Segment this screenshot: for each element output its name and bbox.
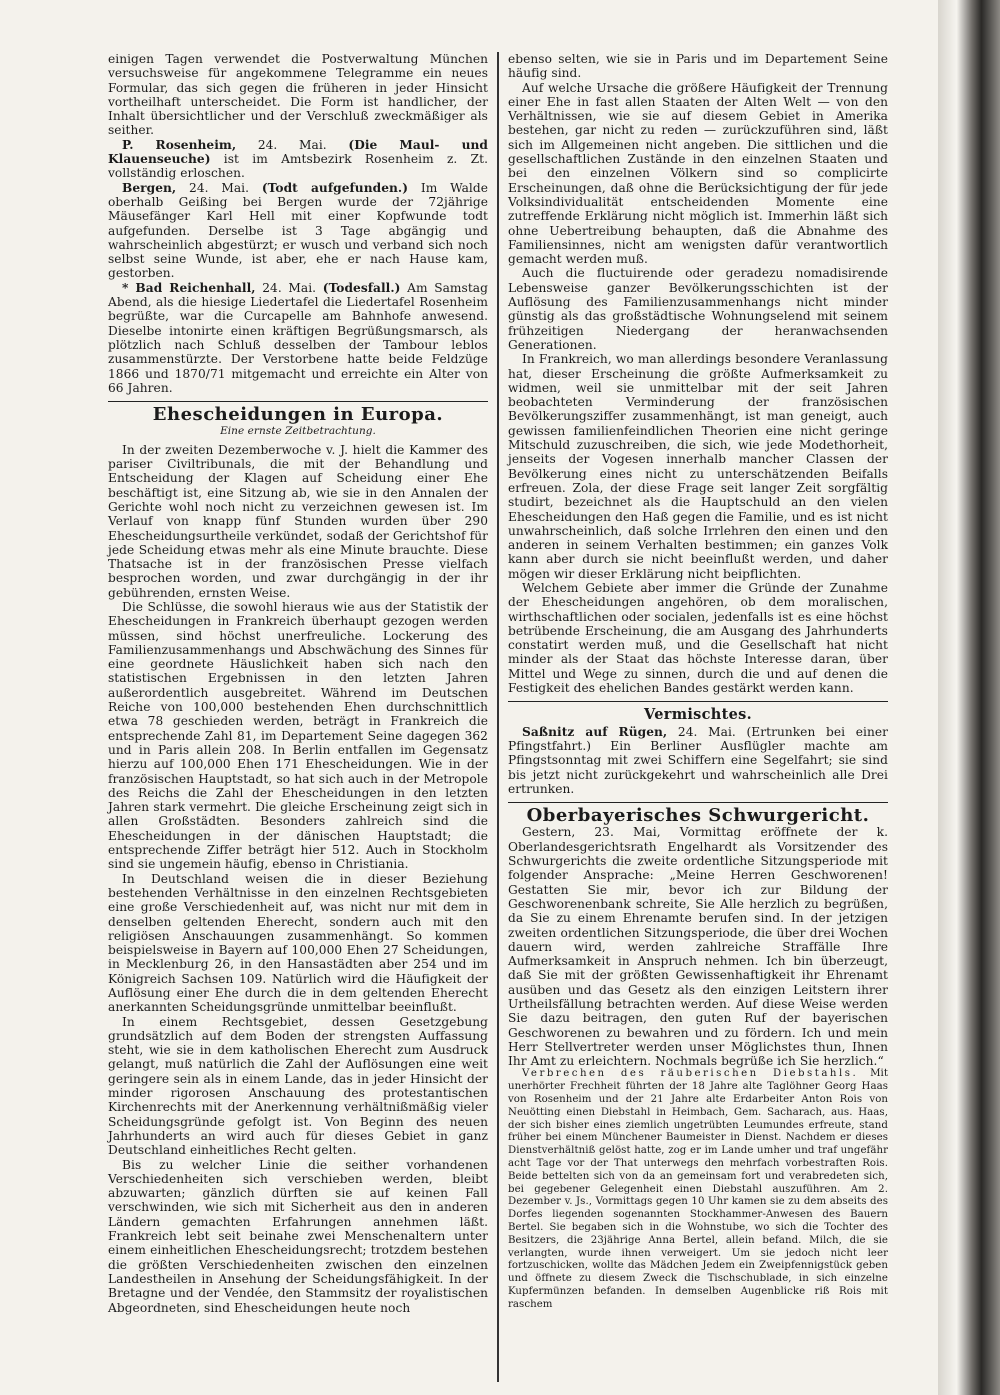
column-rule	[497, 52, 499, 1382]
article-paragraph: Gestern, 23. Mai, Vormittag eröffnete der k. Oberlandesgerichtsrath Engelhardt als Vorsitzender des Schwurgerichts die zweite ordentliche Sitzungsperiode mit folgender Ansprache: „Meine Herren Geschworenen! Gestatten Sie mir, bevor ich zur Bildung der Geschworenenbank schreite, Sie Alle herzlich zu begrüßen, da Sie zu einem Ehrenamte berufen sind. In der jetzigen zweiten ordentlichen Sitzungsperiode, die über drei Wochen dauern wird, werden zahlreiche Straffälle Ihre Aufmerksamkeit in Anspruch nehmen. Ich bin überzeugt, daß Sie mit der größten Gewissenhaftigkeit ihr Ehrenamt ausüben und das Gesetz als den einzigen Leitstern ihrer Urtheilsfällung betrachten werden. Auf diese Weise werden Sie dazu beitragen, den guten Ruf der bayerischen Geschworenen zu bewahren und zu fördern. Ich und mein Herr Stellvertreter werden unser Möglichstes thun, Ihnen Ihr Amt zu erleichtern. Nochmals begrüße ich Sie herzlich.“	[508, 825, 888, 1069]
divider	[108, 401, 488, 402]
date-bergen: 24. Mai.	[189, 180, 250, 195]
news-sassnitz	[508, 725, 888, 796]
text-reichenhall: Am Samstag Abend, als die hiesige Liedertafel die Liedertafel Rosenheim begrüßte, war die Curcapelle am Bahnhofe anwesend. Dieselbe intonirte einen kräftigen Begrüßungsmarsch, als plötzlich nach Schluß desselben der Tambour leblos zusammenstürzte. Der Verstorbene hatte beide Feldzüge 1866 und 1870/71 mitgemacht und erreichte ein Alter von 66 Jahren.	[108, 280, 488, 395]
court-report-text: Mit unerhörter Frechheit führten der 18 Jahre alte Taglöhner Georg Haas von Rosenheim und der 21 Jahre alte Erdarbeiter Anton Rois von Neuötting einen Diebstahl in Heimbach, Gem. Sacharach, aus. Haas, der sich bisher eines ziemlich ungetrübten Leumundes erfreute, stand früher bei einem Münchener Baumeister in Dienst. Nachdem er dieses Dienstverhältniß gelöst hatte, zog er im Lande umher und traf ungefähr acht Tage vor der That unterwegs den mehrfach vorbestraften Rois. Beide bettelten sich von da an gemeinsam fort und verabredeten sich, bei gegebener Gelegenheit einen Diebstahl auszuführen. Am 2. Dezember v. Js., Vormittags gegen 10 Uhr kamen sie zu dem abseits des Dorfes liegenden sogenannten Stockhammer-Anwesen des Bauern Bertel. Sie begaben sich in die Wohnstube, wo sich die Tochter des Besitzers, die 23jährige Anna Bertel, allein befand. Milch, die sie verlangten, wurde ihnen verweigert. Um sie jedoch nicht leer fortzuschicken, wollte das Mädchen Jedem ein Zweipfennigstück geben und öffnete zu diesem Zweck die Tischschublade, in sich einzelne Kupfermünzen befanden. In demselben Augenblicke riß Rois mit raschem	[508, 1068, 888, 1310]
article-paragraph: In Frankreich, wo man allerdings besondere Veranlassung hat, dieser Erscheinung die größte Aufmerksamkeit zu widmen, weil sie unmittelbar mit der seit Jahren beobachteten Verminderung der französischen Bevölkerungsziffer zusammenhängt, ist man geneigt, auch gewissen familienfeindlichen Theorien eine nicht geringe Mitschuld zuzuschreiben, die sich, wie jede Modethorheit, jenseits der Vogesen innerhalb mancher Classen der Bevölkerung eines nicht zu unterschätzenden Beifalls erfreuen. Zola, der diese Frage seit langer Zeit sorgfältig studirt, bezeichnet als die Hauptschuld an den vielen Ehescheidungen den Haß gegen die Familie, und es ist nicht unwahrscheinlich, daß solche Irrlehren den einen und den anderen in seinem Verhalten bestimmen; ein ganzes Volk kann aber durch sie nicht beeinflußt werden, und daher mögen wir dieser Erklärung nicht beipflichten.	[508, 352, 888, 581]
section-heading-schwurgericht: Oberbayerisches Schwurgericht.	[526, 805, 870, 827]
date-reichenhall: 24. Mai.	[262, 280, 317, 295]
article-paragraph: In Deutschland weisen die in dieser Beziehung bestehenden Verhältnisse in den einzelnen Rechtsgebieten eine große Verschiedenheit auf, was nicht nur mit dem in denselben geltenden Eherecht, sondern auch mit den religiösen Anschauungen zusammenhängt. So kommen beispielsweise in Bayern auf 100,000 Ehen 27 Scheidungen, in Mecklenburg 26, in den Hansastädten aber 254 und im Königreich Sachsen 109. Natürlich wird die Häufigkeit der Auflösung einer Ehe durch die in dem geltenden Eherecht anerkannten Scheidungsgründe unmittelbar beeinflußt.	[108, 871, 488, 1015]
place-sassnitz: Saßnitz auf Rügen,	[522, 724, 668, 739]
right-column	[508, 52, 888, 1312]
date-sassnitz: 24. Mai.	[677, 724, 736, 739]
article-heading: Ehescheidungen in Europa.	[152, 404, 444, 426]
article-paragraph: Auch die fluctuirende oder geradezu nomadisirende Lebensweise ganzer Bevölkerungsschichten ist der Auflösung des Familienzusammenhangs nicht minder günstig als das großstädtische Wohnungselend mit seinem frühzeitigen Niedergang der heranwachsenden Generationen.	[508, 266, 888, 352]
paragraph-telegramm: einigen Tagen verwendet die Postverwaltung München versuchsweise für angekommene Telegramme ein neues Formular, das sich gegen die früheren in jeder Hinsicht vortheilhaft unterscheidet. Die Form ist handlicher, der Inhalt übersichtlicher und der Verschluß zweckmäßiger als seither.	[108, 52, 488, 138]
page-binding-edge	[938, 0, 1000, 1395]
article-paragraph: Welchem Gebiete aber immer die Gründe der Zunahme der Ehescheidungen angehören, ob dem moralischen, wirthschaftlichen oder socialen, jedenfalls ist es eine höchst betrübende Erscheinung, die am Ausgang des Jahrhunderts constatirt werden muß, und die Gesellschaft hat nicht minder als der Staat das höchste Interesse daran, über Mittel und Wege zu sinnen, durch die und auf denen die Festigkeit des ehelichen Bandes gestärkt werden kann.	[508, 580, 888, 696]
news-reichenhall	[108, 281, 488, 395]
section-heading-vermischtes: Vermischtes.	[644, 706, 752, 724]
tag-rosenheim: (Die Maul- und Klauenseuche)	[108, 137, 488, 167]
text-bergen: Im Walde oberhalb Geißing bei Bergen wurde der 72jährige Mäusefänger Karl Hell mit einer Kopfwunde todt aufgefunden. Derselbe ist 3 Tage abgängig und wahrscheinlich abgestürzt; er wusch und verband sich noch selbst seine Wunde, ist aber, ehe er nach Hause kam, gestorben.	[108, 180, 488, 281]
article-paragraph: Auf welche Ursache die größere Häufigkeit der Trennung einer Ehe in fast allen Staaten der Alten Welt — von den Verhältnissen, wie sie auf diesem Gebiet in Amerika bestehen, gar nicht zu reden — zurückzuführen sind, läßt sich im Allgemeinen nicht angeben. Die sittlichen und die gesellschaftlichen Zustände in den einzelnen Staaten und bei den einzelnen Völkern sind so complicirte Erscheinungen, daß ohne die Berücksichtigung der für jede Volksindividualität entscheidenden Momente eine zutreffende Erklärung nicht möglich ist. Immerhin läßt sich ohne Uebertreibung behaupten, daß die Abnahme des Familiensinnes, nicht am wenigsten dafür verantwortlich gemacht werden muß.	[508, 80, 888, 267]
text-rosenheim: ist im Amtsbezirk Rosenheim z. Zt. vollständig erloschen.	[108, 152, 488, 181]
article-paragraph: In einem Rechtsgebiet, dessen Gesetzgebung grundsätzlich auf dem Boden der strengsten Auffassung steht, wie sie in dem katholischen Eherecht zum Ausdruck gelangt, muß natürlich die Zahl der Auflösungen eine weit geringere sein als in einem Lande, das in jeder Hinsicht der minder rigorosen Anschauung des protestantischen Kirchenrechts mit der Anerkennung verhältnißmäßig vieler Scheidungsgründe gefolgt ist. Von Beginn des neuen Jahrhunderts an wird auch für dieses Gebiet in ganz Deutschland einheitliches Recht gelten.	[108, 1014, 488, 1158]
place-reichenhall: * Bad Reichenhall,	[122, 280, 256, 295]
article-subheading: Eine ernste Zeitbetrachtung.	[220, 425, 376, 438]
left-column	[108, 52, 488, 1315]
court-report-title: Verbrechen des räuberischen Diebstahls.	[522, 1068, 859, 1080]
article-paragraph: In der zweiten Dezemberwoche v. J. hielt die Kammer des pariser Civiltribunals, die mit der Behandlung und Entscheidung der Klagen auf Scheidung einer Ehe beschäftigt ist, eine Sitzung ab, wie sie in den Annalen der Gerichte wohl noch nicht zu verzeichnen gewesen ist. Im Verlauf von knapp fünf Stunden wurden über 290 Ehescheidungsurtheile verkündet, sodaß der Gerichtshof für jede Scheidung etwas mehr als eine Minute brauchte. Diese Thatsache ist in der französischen Presse vielfach besprochen worden, und zwar durchgängig in der ihr gebührenden, ernsten Weise.	[108, 442, 488, 600]
divider	[508, 701, 888, 702]
divider	[508, 802, 888, 803]
news-rosenheim	[108, 138, 488, 181]
court-report	[508, 1068, 888, 1311]
tag-bergen: (Todt aufgefunden.)	[261, 180, 409, 195]
article-paragraph: Die Schlüsse, die sowohl hieraus wie aus der Statistik der Ehescheidungen in Frankreich überhaupt gezogen werden müssen, sind höchst unerfreuliche. Lockerung des Familienzusammenhangs und Abschwächung des Sinnes für eine geordnete Häuslichkeit haben sich nach den statistischen Ergebnissen in den letzten Jahren außerordentlich ausgebreitet. Während im Deutschen Reiche von 100,000 bestehenden Ehen durchschnittlich etwa 78 geschieden werden, beträgt in Frankreich die entsprechende Zahl 81, im Departement Seine dagegen 362 und in Paris allein 208. In Berlin entfallen im Gegensatz hierzu auf 100,000 Ehen 171 Ehescheidungen. Wie in der französischen Hauptstadt, so hat sich auch in der Metropole des Reichs die Zahl der Ehescheidungen in den letzten Jahren stark vermehrt. Die gleiche Erscheinung zeigt sich in allen Großstädten. Besonders zahlreich sind die Ehescheidungen in der dänischen Hauptstadt; die entsprechende Ziffer beträgt hier 512. Auch in Stockholm sind sie ungemein häufig, ebenso in Christiania.	[108, 599, 488, 872]
article-paragraph: Bis zu welcher Linie die seither vorhandenen Verschiedenheiten sich verschieben werden, bleibt abzuwarten; gänzlich dürften sie auf keinen Fall verschwinden, wie sich mit Sicherheit aus den in anderen Ländern gemachten Erfahrungen annehmen läßt. Frankreich lebt seit beinahe zwei Menschenaltern unter einem einheitlichen Ehescheidungsrecht; trotzdem bestehen die größten Verschiedenheiten zwischen den einzelnen Landestheilen in Ansehung der Scheidungsfähigkeit. In der Bretagne und der Vendée, den Stammsitz der royalistischen Abgeordneten, sind Ehescheidungen heute noch	[108, 1157, 488, 1315]
date-rosenheim: 24. Mai.	[257, 137, 327, 152]
tag-reichenhall: (Todesfall.)	[322, 280, 401, 295]
place-rosenheim: P. Rosenheim,	[122, 137, 237, 152]
place-bergen: Bergen,	[122, 180, 177, 195]
text-sassnitz: (Ertrunken bei einer Pfingstfahrt.) Ein Berliner Ausflügler machte am Pfingstsonntag mit zwei Schiffern eine Segelfahrt; sie sind bis jetzt nicht zurückgekehrt und wahrscheinlich alle Drei ertrunken.	[508, 724, 888, 796]
article-paragraph: ebenso selten, wie sie in Paris und im Departement Seine häufig sind.	[508, 52, 888, 81]
news-bergen	[108, 181, 488, 281]
